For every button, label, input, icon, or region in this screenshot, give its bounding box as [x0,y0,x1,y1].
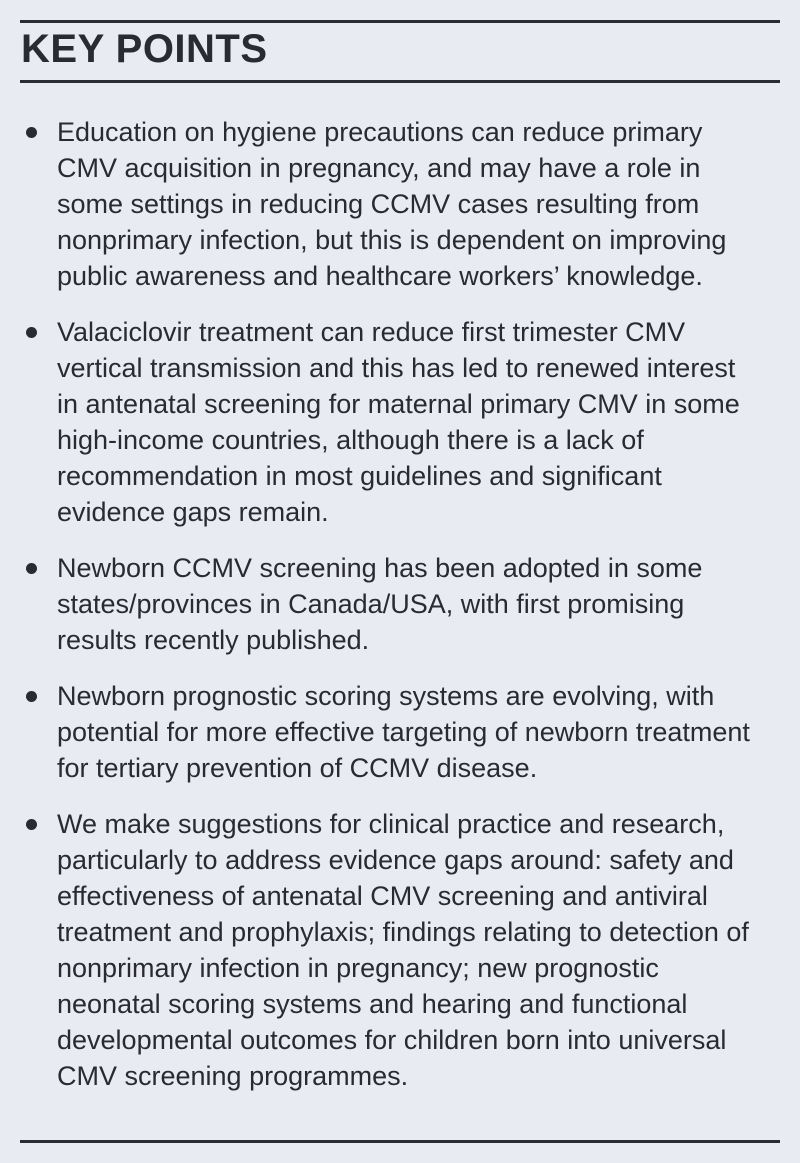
bullet-icon [26,691,37,702]
key-point-text: Newborn CCMV screening has been adopted in some states/provinces in Canada/USA, with first promising results recently published. [57,553,703,655]
panel-title: KEY POINTS [21,27,268,71]
key-point-text: Education on hygiene precautions can reduce primary CMV acquisition in pregnancy, and may have a role in some settings in reducing CCMV cases resulting from nonprimary infection, but this is dependent on improving public awareness and healthcare workers’ knowledge. [57,117,727,291]
title-underline-rule [20,80,780,83]
key-points-list [0,114,800,1114]
bullet-icon [26,819,37,830]
key-point-item [26,314,752,530]
bullet-icon [26,127,37,138]
key-point-item [26,550,752,658]
key-point-item [26,806,752,1094]
key-point-item [26,114,752,294]
top-rule [20,20,780,23]
bullet-icon [26,563,37,574]
key-point-item [26,678,752,786]
key-point-text: Valaciclovir treatment can reduce first trimester CMV vertical transmission and this has led to renewed interest in antenatal screening for maternal primary CMV in some high-income countries, although there is a lack of recommendation in most guidelines and significant evidence gaps remain. [57,317,740,527]
key-point-text: We make suggestions for clinical practice and research, particularly to address evidence gaps around: safety and effectiveness of antenatal CMV screening and antiviral treatment and prophylaxis; findings relating to detection of nonprimary infection in pregnancy; new prognostic neonatal scoring systems and hearing and functional developmental outcomes for children born into universal CMV screening programmes. [57,809,749,1091]
key-point-text: Newborn prognostic scoring systems are evolving, with potential for more effective targeting of newborn treatment for tertiary prevention of CCMV disease. [57,681,750,783]
bottom-rule [20,1140,780,1143]
bullet-icon [26,327,37,338]
